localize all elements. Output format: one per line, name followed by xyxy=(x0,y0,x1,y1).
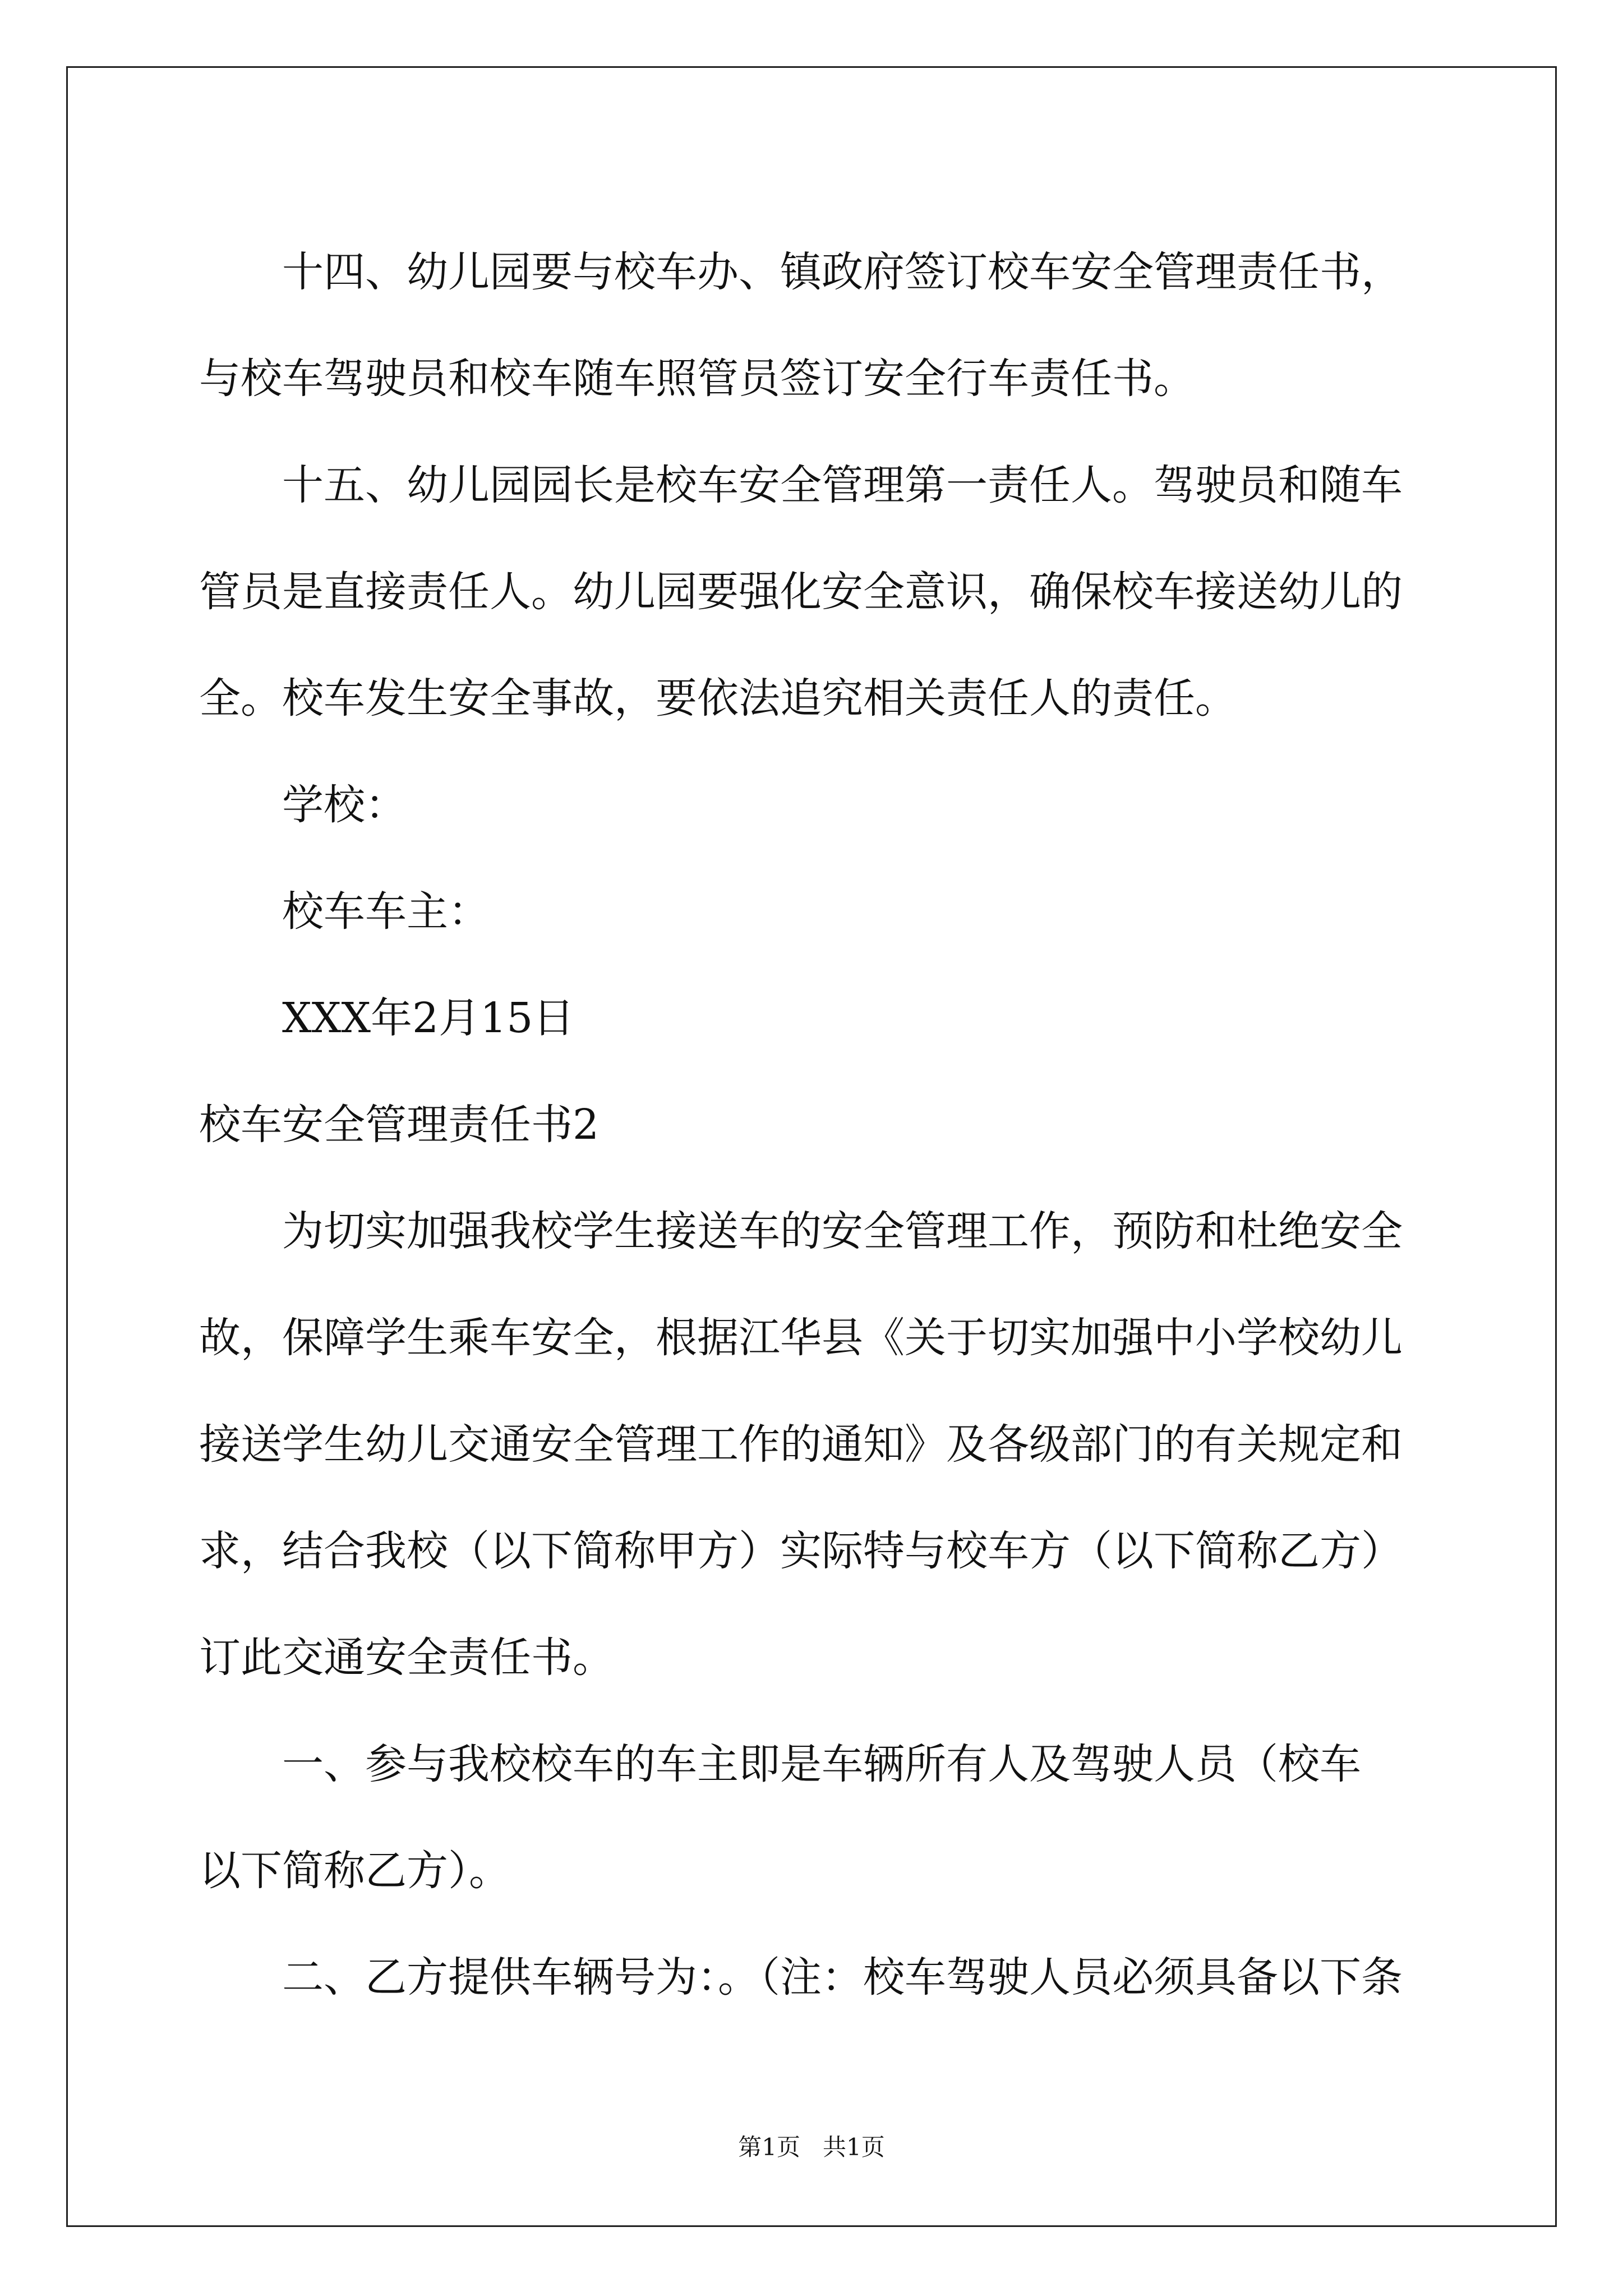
text-line: 管员是直接责任人。幼儿园要强化安全意识，确保校车接送幼儿的 xyxy=(199,568,1403,616)
text-line: 求，结合我校（以下简称甲方）实际特与校车方（以下简称乙方） xyxy=(199,1527,1403,1575)
section-title: 校车安全管理责任书2 xyxy=(199,1101,600,1149)
text-line: 与校车驾驶员和校车随车照管员签订安全行车责任书。 xyxy=(199,355,1195,403)
text-line: 故，保障学生乘车安全，根据江华县《关于切实加强中小学校幼儿 xyxy=(199,1314,1403,1362)
text-line: 十五、幼儿园园长是校车安全管理第一责任人。驾驶员和随车 xyxy=(282,461,1403,509)
text-line: 十四、幼儿园要与校车办、镇政府签订校车安全管理责任书， xyxy=(282,248,1403,296)
text-line: 为切实加强我校学生接送车的安全管理工作，预防和杜绝安全 xyxy=(282,1207,1403,1255)
document-body xyxy=(199,219,1427,2031)
text-line: 以下简称乙方）。 xyxy=(199,1847,510,1895)
text-line: 接送学生幼儿交通安全管理工作的通知》及各级部门的有关规定和 xyxy=(199,1420,1403,1469)
text-line: 订此交通安全责任书。 xyxy=(199,1634,614,1682)
text-line: 学校： xyxy=(282,781,407,829)
text-line: 一、参与我校校车的车主即是车辆所有人及驾驶人员（校车 xyxy=(282,1740,1361,1788)
page-footer: 第1页 共1页 xyxy=(738,2133,885,2161)
text-line: 校车车主： xyxy=(282,887,490,936)
text-line: XXX年2月15日 xyxy=(282,994,575,1042)
text-line: 全。校车发生安全事故，要依法追究相关责任人的责任。 xyxy=(199,674,1237,723)
text-line: 二、乙方提供车辆号为：。（注：校车驾驶人员必须具备以下条 xyxy=(282,1953,1403,2001)
